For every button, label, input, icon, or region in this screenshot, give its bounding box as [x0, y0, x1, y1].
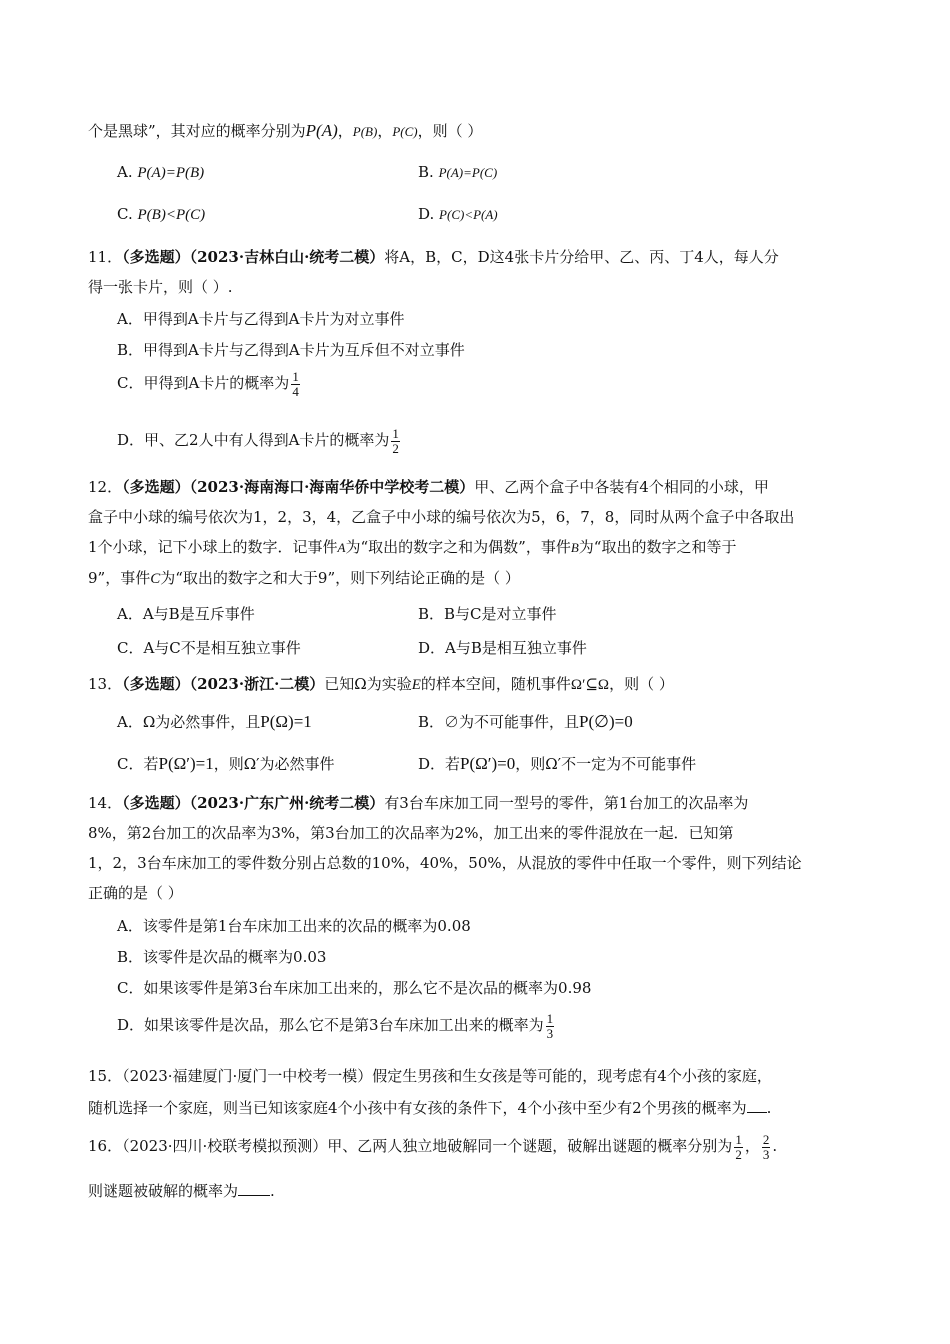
q16-sep: ， [744, 1137, 760, 1156]
q12-number: 12． [88, 478, 123, 496]
q13-option-a-expr: P(Ω)=1 [260, 712, 312, 731]
q14-option-b: B．该零件是次品的概率为0.03 [117, 948, 327, 966]
q12-stem-line4 [88, 567, 520, 588]
q10-option-d [418, 205, 498, 223]
q12-l4b: 为“取出的数字之和大于9”，则下列结论正确的是（ ） [160, 569, 520, 587]
q11-option-b: B．甲得到A卡片与乙得到A卡片为互斥但不对立事件 [117, 341, 465, 359]
q15-number: 15． [88, 1067, 123, 1085]
q11-stem-line1 [88, 246, 779, 267]
q15-end: . [766, 1099, 772, 1117]
q10-option-a [117, 163, 204, 182]
q14-stem-line2: 8%，第2台加工的次品率为3%，第3台加工的次品率为2%，加工出来的零件混放在一起．已知第 [88, 824, 734, 842]
q11-d-num: 1 [392, 426, 399, 441]
q13-l1a: 已知Ω为实验 [324, 675, 412, 693]
q16-f1-den: 2 [735, 1146, 742, 1162]
q11-text1: 将A，B，C，D这4张卡片分给甲、乙、丙、丁4人，每人分 [384, 248, 779, 266]
q12-l3c: 为“取出的数字之和等于 [578, 538, 737, 556]
q14-option-c: C．如果该零件是第3台车床加工出来的，那么它不是次品的概率为0.98 [117, 979, 592, 997]
q16-text2: 则谜题被破解的概率为 [88, 1182, 239, 1200]
q10-stem-text: 个是黑球”，其对应的概率分别为 [88, 122, 306, 140]
q10-option-d-expr: P(C)<P(A) [439, 207, 498, 222]
q15-text2: 随机选择一个家庭，则当已知该家庭4个小孩中有女孩的条件下，4个小孩中至少有2个男孩的概率为 [88, 1099, 747, 1117]
q13-option-b [418, 711, 633, 732]
q14-d-num: 1 [546, 1011, 554, 1026]
q12-l3b: 为“取出的数字之和为偶数”，事件 [345, 538, 571, 556]
q16-f2-den: 3 [762, 1146, 770, 1162]
q15-answer-blank[interactable] [747, 1100, 767, 1113]
q14-d-den: 3 [546, 1025, 554, 1041]
q11-c-num: 1 [292, 369, 299, 384]
q11-c-den: 4 [292, 383, 299, 399]
q12-event-c: C [150, 571, 161, 587]
q10-then: ，则（ ） [417, 122, 483, 140]
q13-subset-expr: Ω′⊆Ω [570, 677, 610, 693]
q16-stem-line2 [88, 1180, 275, 1201]
q16-number: 16． [88, 1137, 123, 1156]
q10-option-c-letter: C. [117, 205, 133, 223]
q11-option-d [117, 427, 402, 455]
q13-option-c-text2: ，则Ω′为必然事件 [213, 755, 335, 773]
q13-option-c [117, 753, 335, 774]
q12-stem-line2: 盒子中小球的编号依次为1，2，3，4，乙盒子中小球的编号依次为5，6，7，8，同时从两个盒子中各取出 [88, 508, 795, 526]
q16-end1: . [772, 1137, 778, 1156]
q11-option-d-fraction [391, 427, 400, 455]
q10-pc: P(C) [392, 124, 418, 139]
q14-option-d [117, 1012, 556, 1040]
q13-number: 13． [88, 675, 123, 693]
q14-option-d-fraction [546, 1012, 555, 1040]
q12-option-c: C．A与C不是相互独立事件 [117, 639, 301, 657]
q10-option-b [418, 163, 497, 181]
q11-number: 11． [88, 248, 123, 266]
q13-option-d-text2: ，则Ω′不一定为不可能事件 [515, 755, 697, 773]
q10-sep1: ， [337, 122, 353, 140]
q14-text1: 有3台车床加工同一型号的零件，第1台加工的次品率为 [384, 794, 749, 812]
q11-option-c-text: C．甲得到A卡片的概率为 [117, 374, 290, 393]
q14-number: 14． [88, 794, 123, 812]
q13-l1d: ，则（ ） [609, 675, 674, 693]
q16-end2: . [270, 1182, 275, 1200]
q13-option-d [418, 753, 696, 774]
q13-option-a-text: A．Ω为必然事件，且 [117, 713, 261, 731]
q10-stem [88, 120, 482, 141]
q11-option-c [117, 370, 302, 398]
q12-event-a: A [337, 540, 346, 555]
q14-option-d-text: D．如果该零件是次品，那么它不是第3台车床加工出来的概率为 [117, 1016, 544, 1035]
q12-option-a: A．A与B是互斥事件 [117, 605, 255, 623]
q16-f2-num: 2 [762, 1132, 770, 1147]
q11-option-a: A．甲得到A卡片与乙得到A卡片为对立事件 [117, 310, 405, 328]
q13-option-d-text1: D．若 [418, 755, 461, 773]
q13-tag: （多选题）（2023·浙江·二模） [122, 675, 325, 693]
q16-f1-num: 1 [735, 1132, 742, 1147]
q15-stem-line1 [88, 1065, 772, 1086]
q13-e: E [411, 677, 421, 693]
q12-text1: 甲、乙两个盒子中各装有4个相同的小球，甲 [474, 478, 769, 496]
q12-l4a: 9”，事件 [88, 569, 151, 587]
q10-option-b-letter: B. [418, 163, 434, 181]
q14-option-a: A．该零件是第1台车床加工出来的次品的概率为0.08 [117, 917, 471, 935]
q12-stem-line1 [88, 476, 769, 497]
q15-text1: （2023·福建厦门·厦门一中校考一模）假定生男孩和生女孩是等可能的，现考虑有4个小孩的家庭， [122, 1067, 772, 1085]
q10-option-c-expr: P(B)<P(C) [137, 207, 206, 223]
q11-stem-line2: 得一张卡片，则（ ）. [88, 278, 233, 296]
q14-tag: （多选题）（2023·广东广州·统考二模） [122, 794, 385, 812]
q15-stem-line2 [88, 1097, 771, 1118]
q12-stem-line3 [88, 536, 736, 557]
q11-d-den: 2 [392, 440, 399, 456]
q10-sep2: ， [377, 122, 393, 140]
q10-option-b-expr: P(A)=P(C) [438, 165, 498, 180]
q12-tag: （多选题）（2023·海南海口·海南华侨中学校考二模） [122, 478, 475, 496]
q13-option-c-text1: C．若 [117, 755, 159, 773]
q10-option-d-letter: D. [418, 205, 435, 223]
q12-option-d: D．A与B是相互独立事件 [418, 639, 587, 657]
q13-option-b-expr: P(∅)=0 [579, 712, 633, 731]
q13-stem [88, 673, 674, 694]
q13-l1b: 的样本空间，随机事件 [420, 675, 571, 693]
q10-option-a-expr: P(A)=P(B) [137, 165, 205, 181]
q16-answer-blank[interactable] [238, 1183, 270, 1196]
q16-text1: （2023·四川·校联考模拟预测）甲、乙两人独立地破解同一个谜题，破解出谜题的概率分别为 [122, 1137, 733, 1156]
q10-pb: P(B) [352, 124, 378, 139]
q11-tag: （多选题）（2023·吉林白山·统考二模） [122, 248, 385, 266]
q10-option-a-letter: A. [117, 163, 133, 181]
q13-option-b-text: B．∅为不可能事件，且 [418, 713, 580, 731]
q10-option-c [117, 205, 205, 224]
q13-option-c-expr: P(Ω′)=1 [158, 754, 214, 773]
q13-option-d-expr: P(Ω′)=0 [460, 754, 516, 773]
q11-option-c-fraction [291, 370, 300, 398]
q10-pa: P(A) [305, 121, 338, 140]
q14-stem-line4: 正确的是（ ） [88, 884, 183, 902]
q14-stem-line3: 1，2，3台车床加工的零件数分别占总数的10%，40%，50%，从混放的零件中任取一个零件，则下列结论 [88, 854, 802, 872]
q12-option-b: B．B与C是对立事件 [418, 605, 557, 623]
q13-option-a [117, 711, 312, 732]
q12-event-b: B [570, 540, 579, 555]
q16-stem-line1 [88, 1133, 777, 1161]
q11-option-d-text: D．甲、乙2人中有人得到A卡片的概率为 [117, 431, 390, 450]
q16-fraction-1 [734, 1133, 743, 1161]
q14-stem-line1 [88, 792, 748, 813]
q12-l3a: 1个小球，记下小球上的数字．记事件 [88, 538, 338, 556]
q16-fraction-2 [762, 1133, 771, 1161]
